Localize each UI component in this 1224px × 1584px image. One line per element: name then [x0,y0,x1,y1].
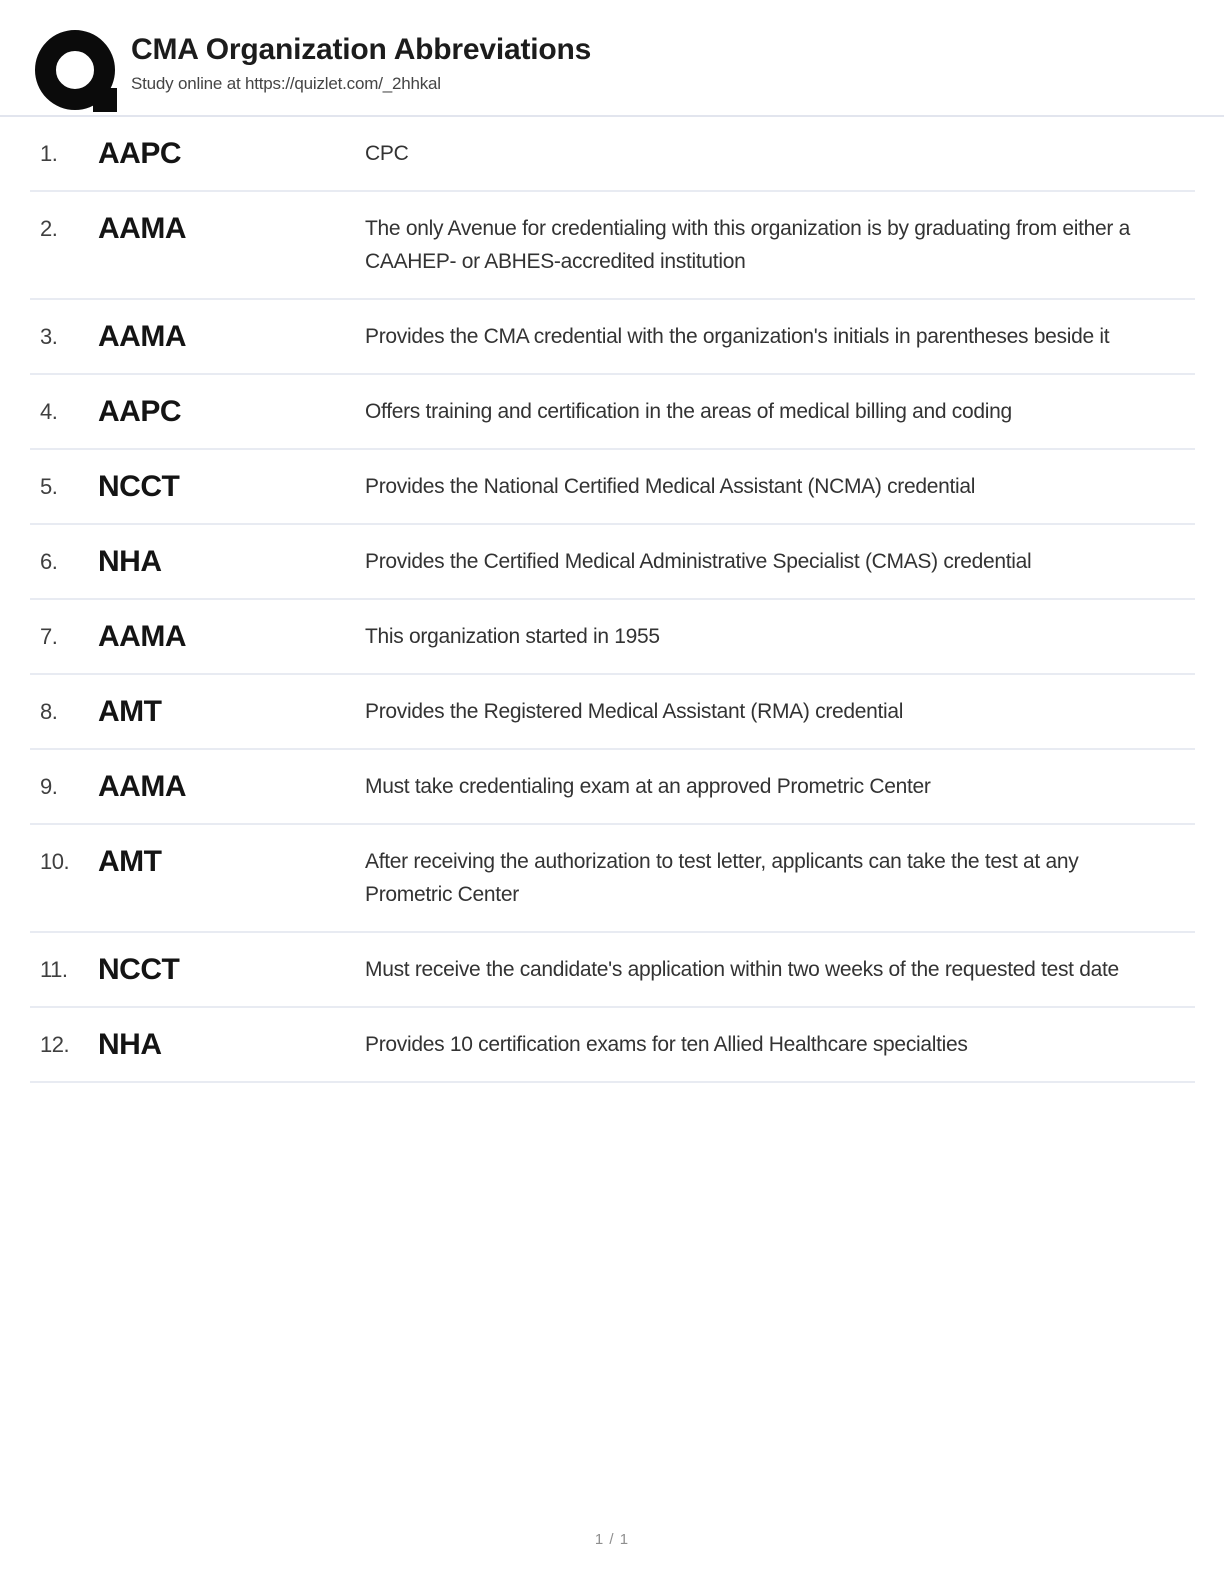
term-number: 10. [40,849,70,874]
term-row [30,825,1195,933]
term-text: NCCT [98,953,180,986]
page-title: CMA Organization Abbreviations [131,33,592,66]
definition-text: Provides the Certified Medical Administrative Specialist (CMAS) credential [365,550,1032,573]
term-row [30,192,1195,300]
term-text: AAMA [98,320,186,353]
definition-text: Provides the CMA credential with the organization's initials in parentheses beside it [365,325,1110,348]
definition-text: CPC [365,142,409,165]
definition-text: Provides 10 certification exams for ten Allied Healthcare specialties [365,1033,968,1056]
page-header [0,0,1224,117]
term-text: AAMA [98,770,186,803]
term-number: 12. [40,1032,70,1057]
term-row [30,933,1195,1008]
definition-text: After receiving the authorization to test letter, applicants can take the test at any Prometric Center [365,850,1079,906]
term-number: 8. [40,699,58,724]
term-row [30,117,1195,192]
definition-text: Must receive the candidate's application within two weeks of the requested test date [365,958,1119,981]
term-number: 9. [40,774,58,799]
term-list [30,117,1195,1083]
term-row [30,300,1195,375]
definition-text: The only Avenue for credentialing with this organization is by graduating from either a CAAHEP- or ABHES-accredited institution [365,217,1130,273]
definition-text: Must take credentialing exam at an approved Prometric Center [365,775,931,798]
term-text: AMT [98,695,162,728]
term-number: 1. [40,141,58,166]
term-number: 4. [40,399,58,424]
definition-text: This organization started in 1955 [365,625,660,648]
study-online-link[interactable]: Study online at https://quizlet.com/_2hhkal [131,74,441,93]
title-block [131,26,591,94]
term-number: 7. [40,624,58,649]
definition-text: Offers training and certification in the areas of medical billing and coding [365,400,1012,423]
term-row [30,600,1195,675]
term-row [30,1008,1195,1083]
term-row [30,375,1195,450]
term-number: 11. [40,957,68,982]
page-indicator: 1 / 1 [594,1531,630,1548]
definition-text: Provides the National Certified Medical Assistant (NCMA) credential [365,475,976,498]
term-text: AAPC [98,395,182,428]
term-text: AAMA [98,620,186,653]
term-row [30,675,1195,750]
quizlet-q-tail [93,88,117,112]
term-number: 5. [40,474,58,499]
term-number: 3. [40,324,58,349]
definition-text: Provides the Registered Medical Assistant (RMA) credential [365,700,904,723]
term-row [30,750,1195,825]
quizlet-logo-icon [35,30,115,110]
term-text: AMT [98,845,162,878]
term-text: AAMA [98,212,186,245]
term-number: 6. [40,549,58,574]
term-row [30,450,1195,525]
term-text: NHA [98,545,162,578]
term-text: NHA [98,1028,162,1061]
term-text: NCCT [98,470,180,503]
term-text: AAPC [98,137,182,170]
term-row [30,525,1195,600]
term-number: 2. [40,216,58,241]
